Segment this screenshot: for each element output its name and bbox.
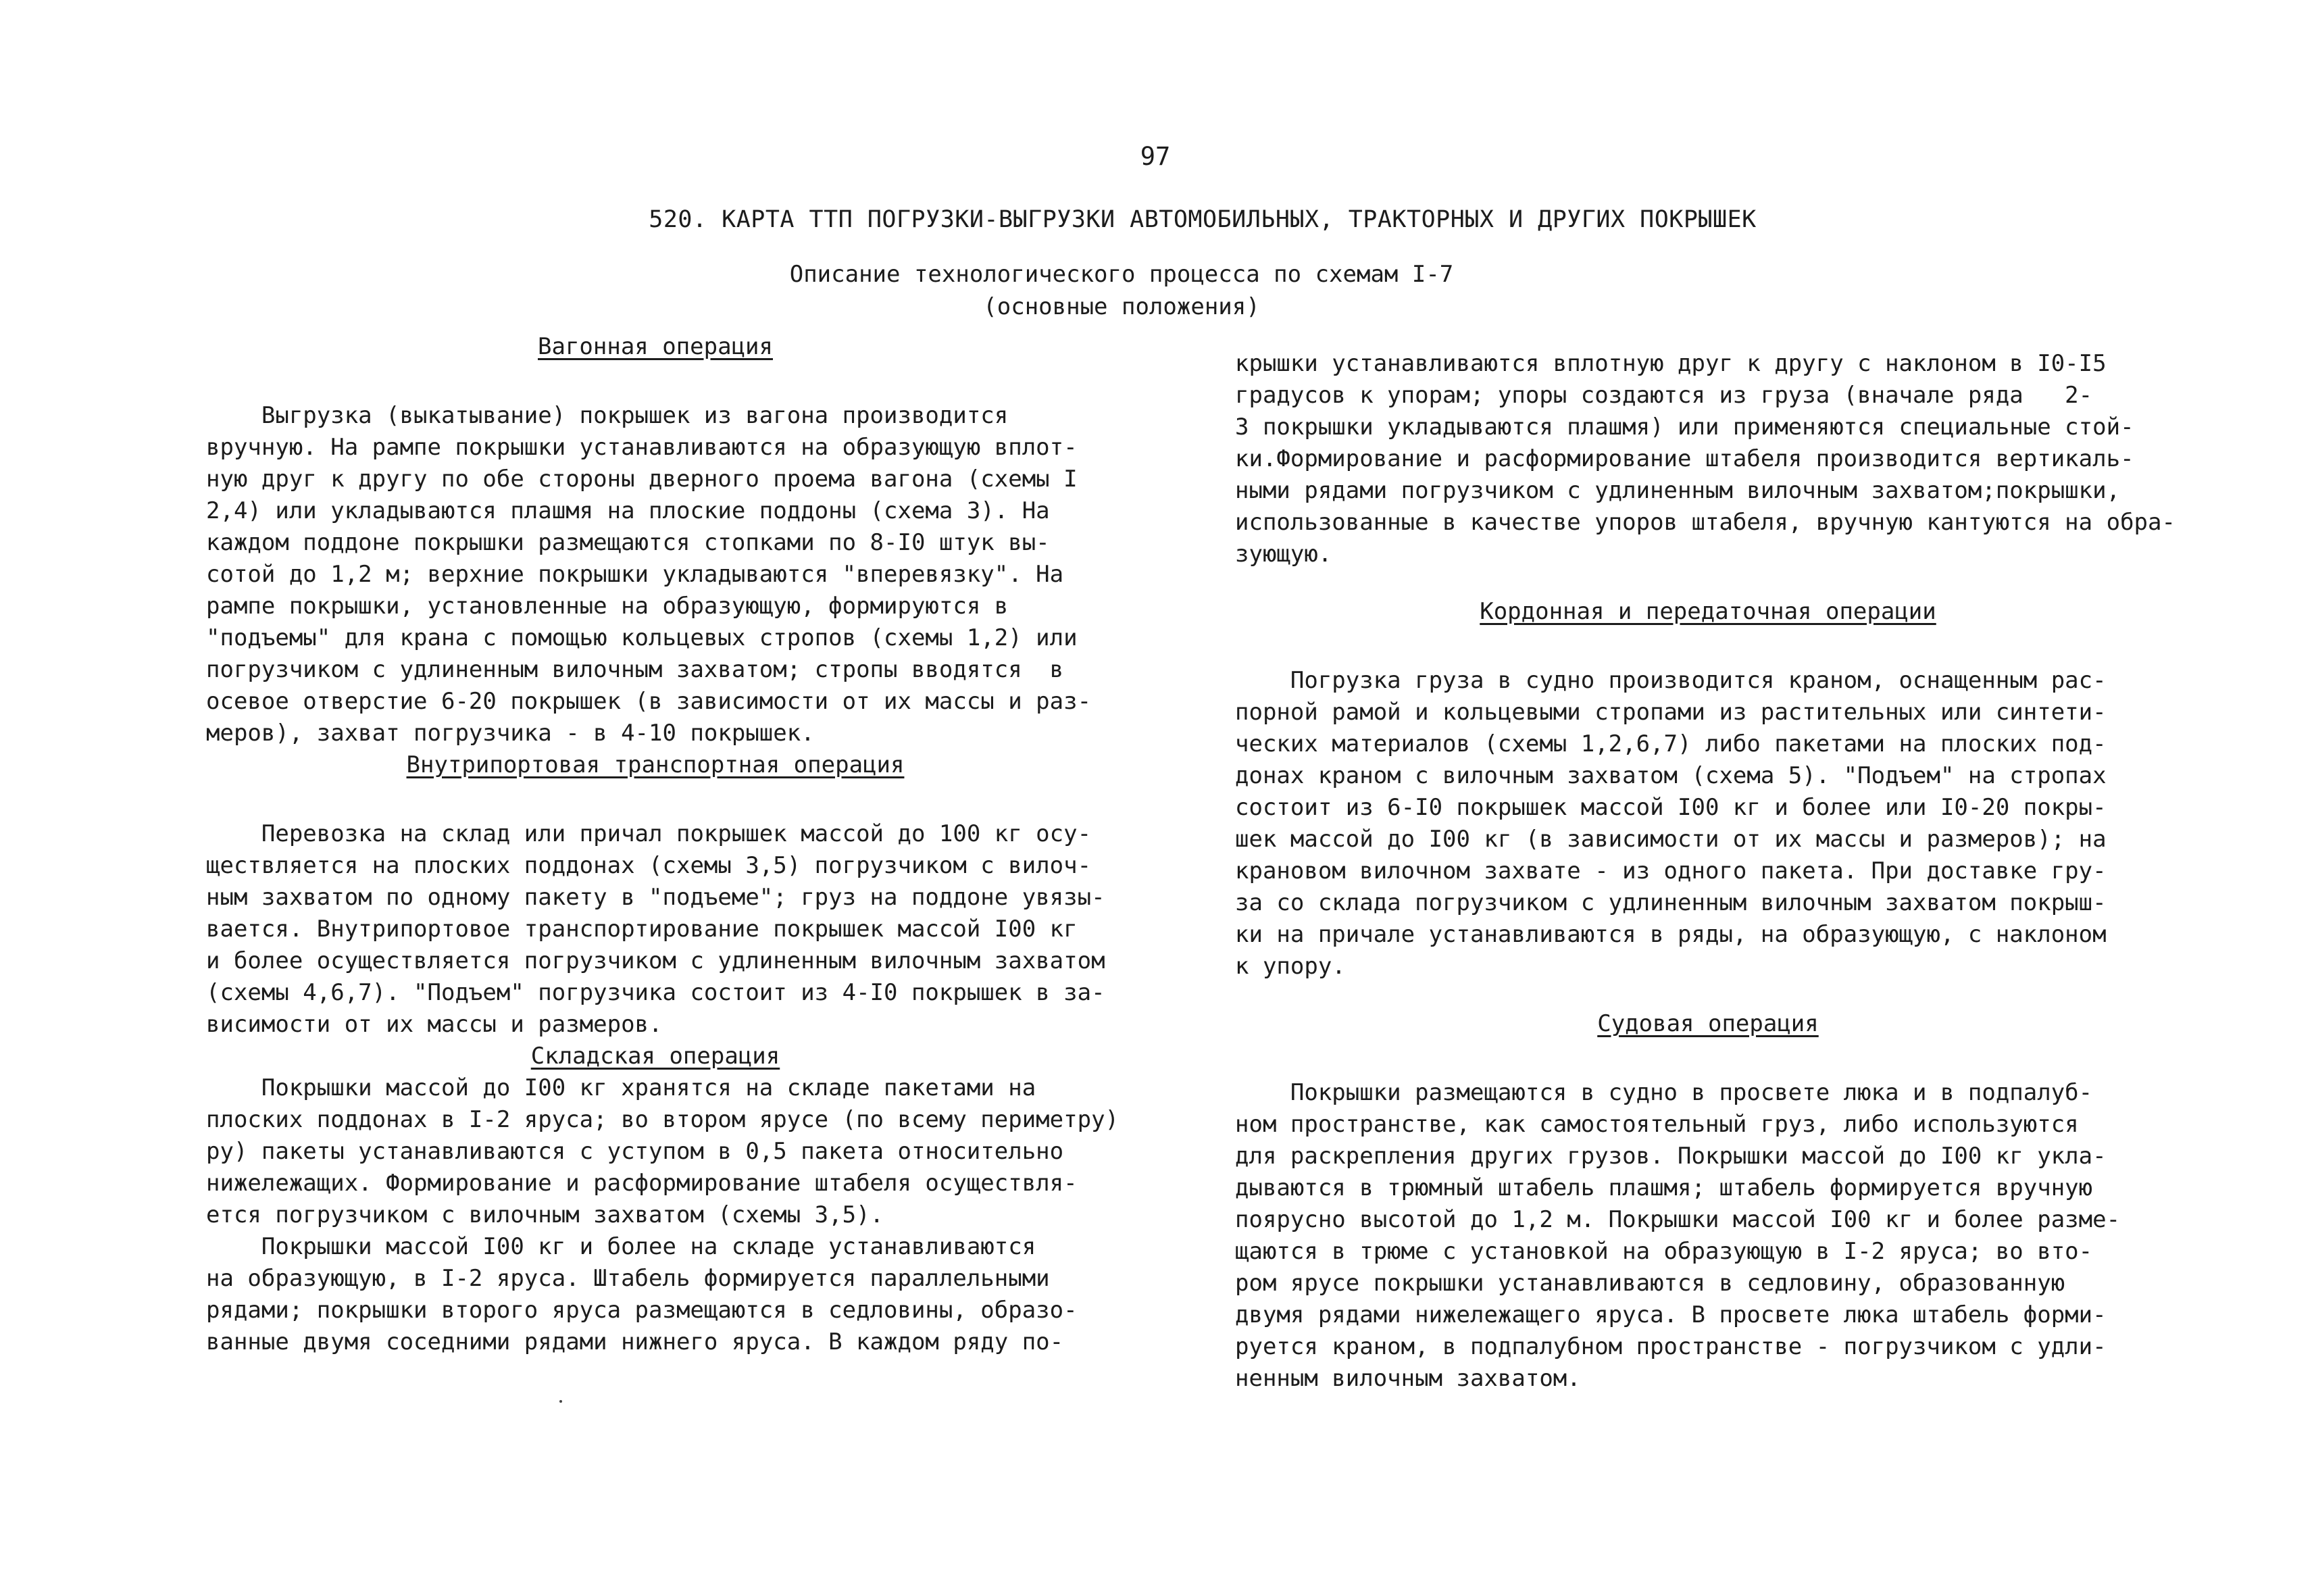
document-subtitle [703, 258, 1540, 323]
wagon-operation-text: Выгрузка (выкатывание) покрышек из вагона производится вручную. На рампе покрышки устанавливаются на образующую вплот- ную друг к другу по обе стороны дверного проема вагона (схемы I 2,4) или укладываются плашмя на плоские поддоны (схема 3). На каждом поддоне покрышки размещаются стопками по 8-I0 штук вы- сотой до 1,2 м; верхние покрышки укладываются "вперевязку". На рампе покрышки, установленные на образующую, формируются в "подъемы" для крана с помощью кольцевых стропов (схемы 1,2) или погрузчиком с удлиненным вилочным захватом; стропы вводятся в осевое отверстие 6-20 покрышек (в зависимости от их массы и раз- меров), захват погрузчика - в 4-10 покрышек. [206, 402, 1092, 747]
ship-operation-heading: Судовая операция [1597, 1010, 1819, 1037]
warehouse-operation-text-1: Покрышки массой до I00 кг хранятся на складе пакетами на плоских поддонах в I-2 яруса; во втором ярусе (по всему периметру) ру) пакеты устанавливаются с уступом в 0,5 пакета относительно нижележащих. Формирование и расформирование штабеля осуществля- ется погрузчиком с вилочным захватом (схемы 3,5). [206, 1074, 1120, 1228]
scan-speck [559, 1400, 562, 1403]
right-column [1235, 348, 2181, 1395]
wagon-operation-heading: Вагонная операция [538, 333, 773, 360]
left-column [206, 331, 1120, 1358]
warehouse-operation-text-2: Покрышки массой I00 кг и более на складе устанавливаются на образующую, в I-2 яруса. Штабель формируется параллельными рядами; покрышки второго яруса размещаются в седловины, образо- ванные двумя соседними рядами нижнего яруса. В каждом ряду по- [206, 1233, 1078, 1355]
port-transport-text: Перевозка на склад или причал покрышек массой до 100 кг осу- ществляется на плоских поддонах (схемы 3,5) погрузчиком с вилоч- ным захватом по одному пакету в "подъеме"; груз на поддоне увязы- вается. Внутрипортовое транспортирование покрышек массой I00 кг и более осуществляется погрузчиком с удлиненным вилочным захватом (схемы 4,6,7). "Подъем" погрузчика состоит из 4-I0 покрышек в за- висимости от их массы и размеров. [206, 820, 1105, 1038]
page-number: 97 [1140, 142, 1171, 171]
ship-operation-text: Покрышки размещаются в судно в просвете люка и в подпалуб- ном пространстве, как самостоятельный груз, либо используются для раскрепления других грузов. Покрышки массой до I00 кг укла- дываются в трюмный штабель плашмя; штабель формируется вручную поярусно высотой до 1,2 м. Покрышки массой I00 кг и более разме- щаются в трюме с установкой на образующую в I-2 яруса; во вто- ром ярусе покрышки устанавливаются в седловину, образованную двумя рядами нижележащего яруса. В просвете люка штабель форми- руется краном, в подпалубном пространстве - погрузчиком с удли- ненным вилочным захватом. [1235, 1079, 2121, 1392]
warehouse-operation-heading: Складская операция [530, 1043, 780, 1070]
document-title: 520. КАРТА ТТП ПОГРУЗКИ-ВЫГРУЗКИ АВТОМОБИЛЬНЫХ, ТРАКТОРНЫХ И ДРУГИХ ПОКРЫШЕК [649, 206, 1757, 233]
port-transport-heading: Внутрипортовая транспортная операция [406, 751, 905, 778]
cordon-operation-text: Погрузка груза в судно производится краном, оснащенным рас- порной рамой и кольцевыми стропами из растительных или синтети- ческих материалов (схемы 1,2,6,7) либо пакетами на плоских под- донах краном с вилочным захватом (схема 5). "Подъем" на стропах состоит из 6-I0 покрышек массой I00 кг и более или I0-20 покры- шек массой до I00 кг (в зависимости от их массы и размеров); на крановом вилочном захвате - из одного пакета. При доставке гру- за со склада погрузчиком с удлиненным вилочным захватом покрыш- ки на причале устанавливаются в ряды, на образующую, с наклоном к упору. [1235, 667, 2107, 980]
warehouse-continuation-text: крышки устанавливаются вплотную друг к другу с наклоном в I0-I5 градусов к упорам; упоры создаются из груза (вначале ряда 2- 3 покрышки укладываются плашмя) или применяются специальные стой- ки.Формирование и расформирование штабеля производится вертикаль- ными рядами погрузчиком с удлиненным вилочным захватом;покрышки, использованные в качестве упоров штабеля, вручную кантуются на обра- зующую. [1235, 350, 2175, 568]
subtitle-line-2: (основные положения) [983, 293, 1260, 320]
cordon-operation-heading: Кордонная и передаточная операции [1480, 598, 1936, 625]
subtitle-line-1: Описание технологического процесса по схемам I-7 [789, 261, 1454, 288]
